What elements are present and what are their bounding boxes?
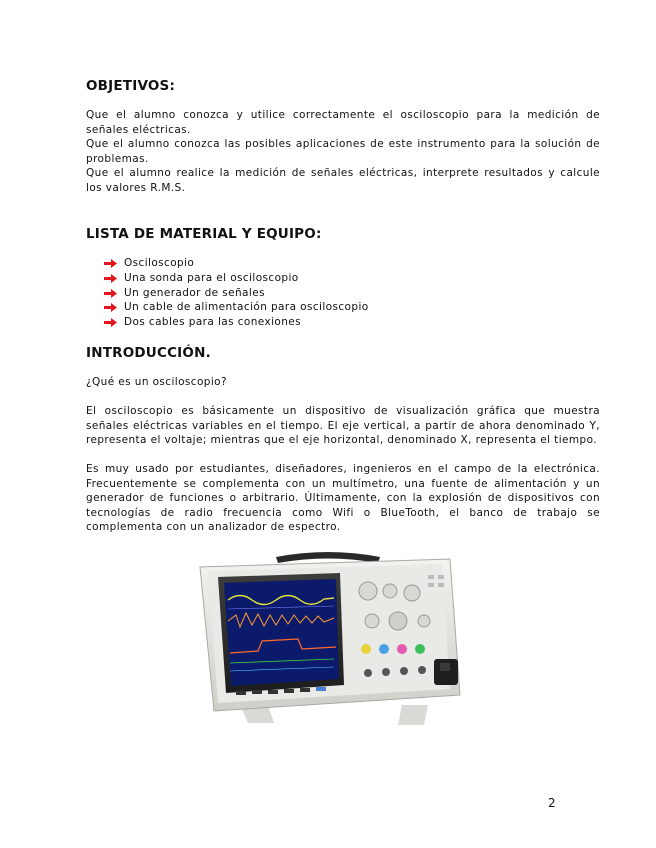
arrow-right-bullet-icon xyxy=(104,259,117,268)
material-item-label: Osciloscopio xyxy=(124,257,195,269)
arrow-right-bullet-icon xyxy=(104,303,117,312)
objetivos-list xyxy=(86,108,600,196)
list-item xyxy=(104,271,369,286)
arrow-right-bullet-icon xyxy=(104,274,117,283)
objetivo-line-1: Que el alumno conozca y utilice correctamente el osciloscopio para la medición de señales eléctricas. xyxy=(86,109,600,136)
list-item xyxy=(104,286,369,301)
list-item xyxy=(104,256,369,271)
list-item xyxy=(104,315,369,330)
material-heading: LISTA DE MATERIAL Y EQUIPO: xyxy=(86,226,322,242)
material-item-label: Un generador de señales xyxy=(124,286,265,299)
intro-question: ¿Qué es un osciloscopio? xyxy=(86,376,227,388)
oscilloscope-image xyxy=(188,545,470,733)
objetivo-line-2: Que el alumno conozca las posibles aplicaciones de este instrumento para la solución de problemas. xyxy=(86,138,600,165)
list-item xyxy=(104,300,369,315)
intro-paragraph-1: El osciloscopio es básicamente un dispositivo de visualización gráfica que muestra señales eléctricas variables en el tiempo. El eje vertical, a partir de ahora denominado Y, representa el voltaje; mientras que el eje horizontal, denominado X, representa el tiempo. xyxy=(86,405,600,447)
objetivo-line-3: Que el alumno realice la medición de señales eléctricas, interprete resultados y calcule los valores R.M.S. xyxy=(86,167,600,194)
material-item-label: Un cable de alimentación para osciloscopio xyxy=(124,301,369,314)
objetivos-heading: OBJETIVOS: xyxy=(86,78,176,94)
page-number: 2 xyxy=(548,796,556,810)
introduccion-heading: INTRODUCCIÓN. xyxy=(86,345,211,361)
arrow-right-bullet-icon xyxy=(104,289,117,298)
intro-paragraph-2: Es muy usado por estudiantes, diseñadores, ingenieros en el campo de la electrónica. Frecuentemente se complementa con un multímetro, una fuente de alimentación y un generador de funciones o arbitrario. Últimamente, con la explosión de dispositivos con tecnologías de radio frecuencia como Wifi o BlueTooth, el banco de trabajo se complementa con un analizador de espectro. xyxy=(86,463,600,534)
material-item-label: Una sonda para el osciloscopio xyxy=(124,271,299,284)
material-list xyxy=(104,256,369,330)
material-item-label: Dos cables para las conexiones xyxy=(124,316,301,329)
arrow-right-bullet-icon xyxy=(104,318,117,327)
